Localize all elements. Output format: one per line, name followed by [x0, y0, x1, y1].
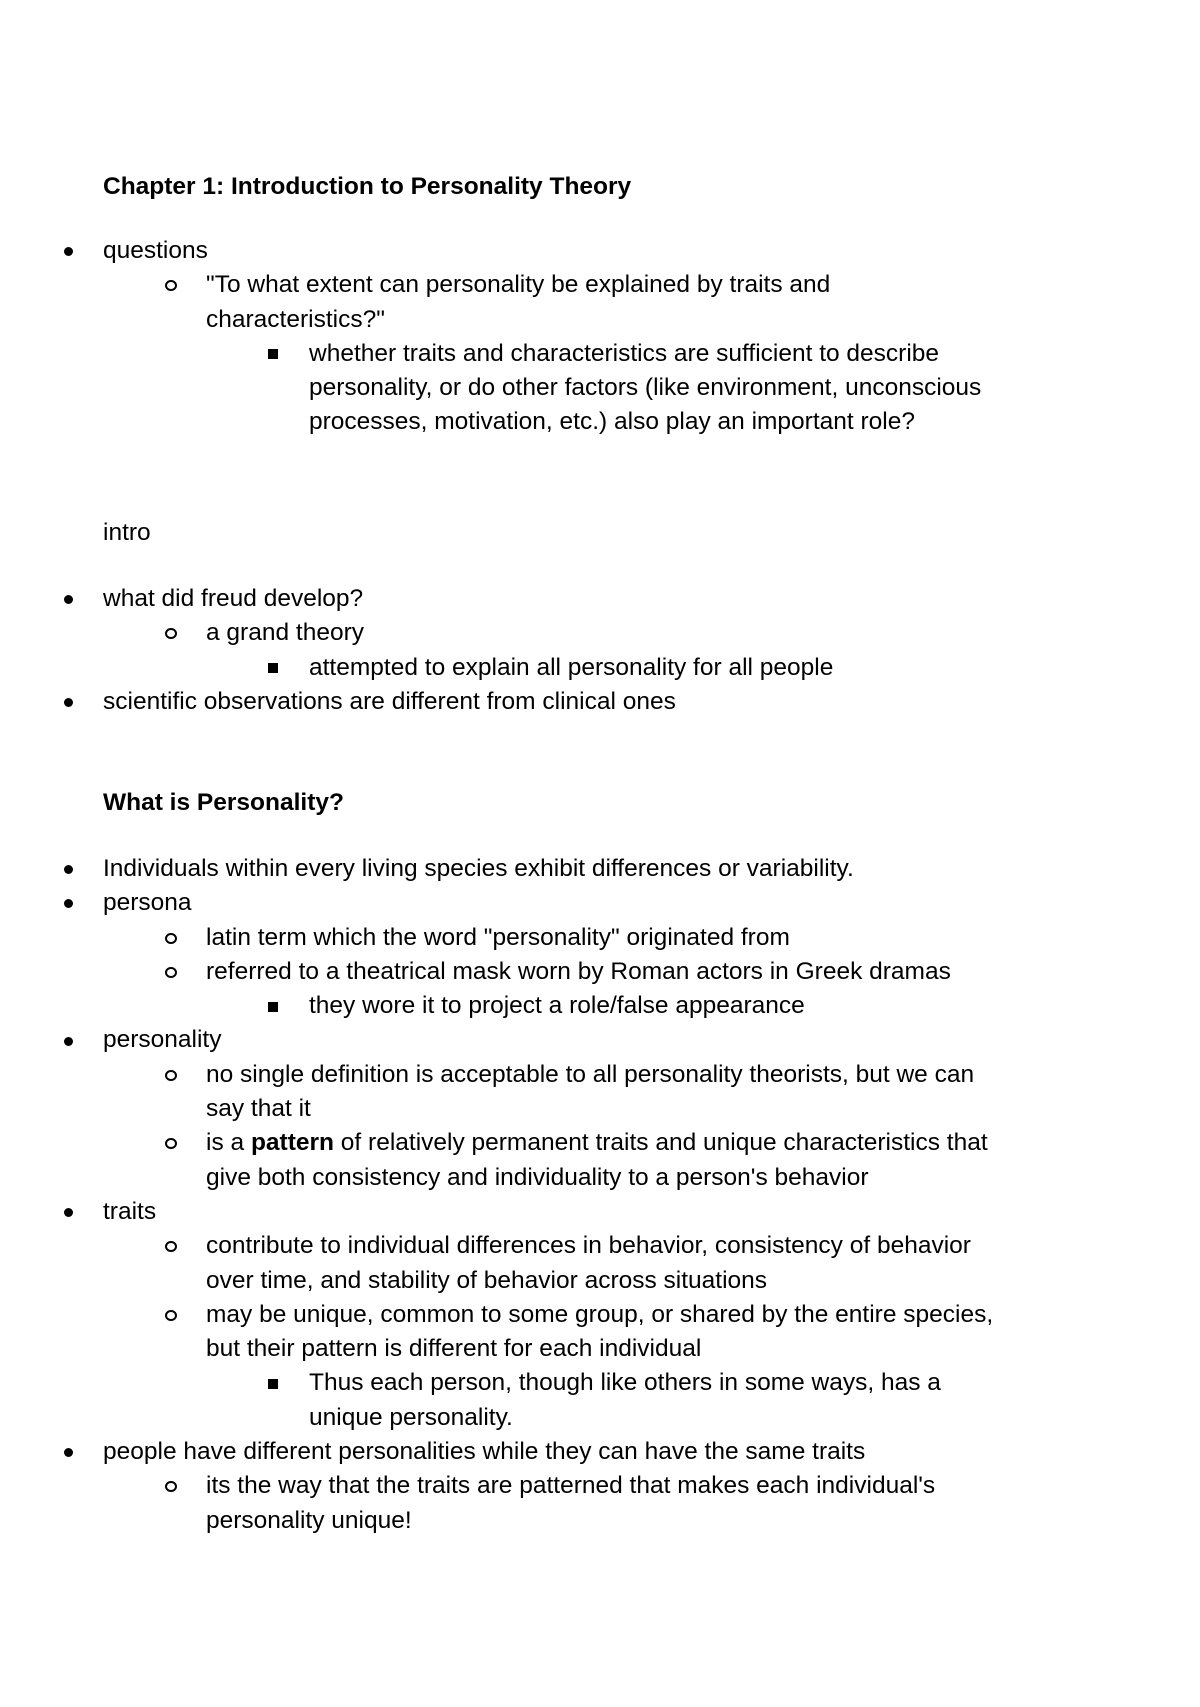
personality-list	[0, 852, 1200, 1538]
circle-bullet-icon	[161, 1298, 181, 1332]
list-item: questions "To what extent can personality be explained by traits and characteristics?" whether traits and characteristics are sufficient to describe personality, or do other factors (like environment, unconscious processes, motivation, etc.) also play an important role?	[0, 234, 1200, 440]
list-item: personality no single definition is acceptable to all personality theorists, but we can say that it is a pattern of relatively permanent traits and unique characteristics that give both consistency and individuality to a person's behavior	[0, 1023, 1200, 1194]
circle-bullet-icon	[161, 921, 181, 955]
list-item: traits contribute to individual differences in behavior, consistency of behavior over time, and stability of behavior across situations may be unique, common to some group, or shared by the entire species, but their pattern is different for each individual Thus each person, though like others in some ways, has a unique personality.	[0, 1195, 1200, 1435]
square-bullet-icon	[263, 651, 283, 685]
list-item: is a pattern of relatively permanent traits and unique characteristics that give both consistency and individuality to a person's behavior	[0, 1126, 1200, 1195]
circle-bullet-icon	[161, 1229, 181, 1263]
list-item: referred to a theatrical mask worn by Roman actors in Greek dramas they wore it to project a role/false appearance	[0, 955, 1200, 1024]
circle-bullet-icon	[161, 1126, 181, 1160]
list-item: no single definition is acceptable to all personality theorists, but we can say that it	[0, 1058, 1200, 1127]
circle-bullet-icon	[161, 616, 181, 650]
square-bullet-icon	[263, 337, 283, 371]
intro-label: intro	[103, 519, 151, 546]
disc-bullet-icon	[58, 582, 78, 616]
disc-bullet-icon	[58, 852, 78, 886]
list-item: they wore it to project a role/false appearance	[0, 989, 1200, 1023]
square-bullet-icon	[263, 989, 283, 1023]
list-item: people have different personalities while they can have the same traits its the way that the traits are patterned that makes each individual's personality unique!	[0, 1435, 1200, 1538]
list-item: a grand theory attempted to explain all personality for all people	[0, 616, 1200, 685]
disc-bullet-icon	[58, 1195, 78, 1229]
list-item: persona latin term which the word "personality" originated from referred to a theatrical mask worn by Roman actors in Greek dramas they wore it to project a role/false appearance	[0, 886, 1200, 1023]
list-item: its the way that the traits are patterned that makes each individual's personality unique!	[0, 1469, 1200, 1538]
disc-bullet-icon	[58, 234, 78, 268]
section-heading: What is Personality?	[103, 789, 344, 816]
questions-list	[0, 234, 1200, 440]
list-item: what did freud develop? a grand theory attempted to explain all personality for all people	[0, 582, 1200, 685]
circle-bullet-icon	[161, 955, 181, 989]
disc-bullet-icon	[58, 685, 78, 719]
list-item: whether traits and characteristics are sufficient to describe personality, or do other factors (like environment, unconscious processes, motivation, etc.) also play an important role?	[0, 337, 1200, 440]
bold-term: pattern	[250, 1129, 334, 1157]
disc-bullet-icon	[58, 1023, 78, 1057]
list-item: latin term which the word "personality" originated from	[0, 921, 1200, 955]
circle-bullet-icon	[161, 268, 181, 302]
circle-bullet-icon	[161, 1469, 181, 1503]
square-bullet-icon	[263, 1366, 283, 1400]
disc-bullet-icon	[58, 886, 78, 920]
list-item: contribute to individual differences in behavior, consistency of behavior over time, and stability of behavior across situations	[0, 1229, 1200, 1298]
list-item: may be unique, common to some group, or shared by the entire species, but their pattern is different for each individual Thus each person, though like others in some ways, has a unique personality.	[0, 1298, 1200, 1435]
list-item: Individuals within every living species exhibit differences or variability.	[0, 852, 1200, 886]
chapter-heading: Chapter 1: Introduction to Personality Theory	[103, 173, 632, 200]
list-item: scientific observations are different from clinical ones	[0, 685, 1200, 719]
list-item: "To what extent can personality be explained by traits and characteristics?" whether traits and characteristics are sufficient to describe personality, or do other factors (like environment, unconscious processes, motivation, etc.) also play an important role?	[0, 268, 1200, 439]
disc-bullet-icon	[58, 1435, 78, 1469]
circle-bullet-icon	[161, 1058, 181, 1092]
intro-list	[0, 582, 1200, 719]
list-item: Thus each person, though like others in some ways, has a unique personality.	[0, 1366, 1200, 1435]
list-item: attempted to explain all personality for all people	[0, 651, 1200, 685]
